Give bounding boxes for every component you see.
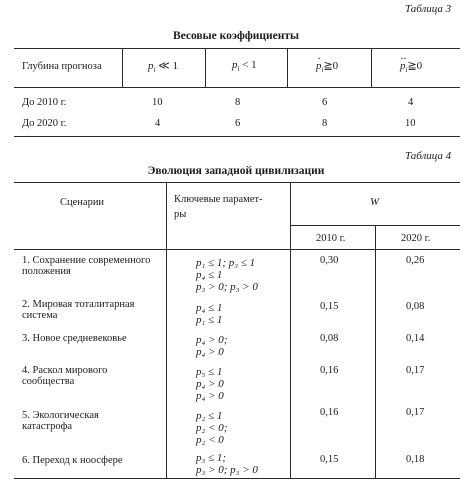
table3-row2-v1: 4 bbox=[155, 118, 161, 129]
table3-title: Весовые коэффициенты bbox=[172, 30, 300, 42]
table3-row1-v4: 4 bbox=[408, 97, 414, 108]
table4-row4-w2020: 0,17 bbox=[406, 365, 425, 376]
table3-top-rule bbox=[14, 48, 460, 49]
table4-row5-w2020: 0,17 bbox=[406, 407, 425, 418]
table4-header-rule bbox=[14, 249, 460, 250]
table3-divider bbox=[371, 48, 372, 87]
table4-header-w: W bbox=[370, 196, 380, 208]
table4-row5-w2010: 0,16 bbox=[320, 407, 339, 418]
table4-row1-w2010: 0,30 bbox=[320, 255, 339, 266]
table4-divider bbox=[290, 182, 291, 478]
table3-divider bbox=[122, 48, 123, 87]
table4-header-2010: 2010 г. bbox=[316, 233, 346, 244]
table4-title: Эволюция западной цивилизации bbox=[147, 165, 325, 177]
table4-row3-w2010: 0,08 bbox=[320, 333, 339, 344]
table4-row4-w2010: 0,16 bbox=[320, 365, 339, 376]
table3-divider bbox=[287, 48, 288, 87]
table4-row5-params: p₂ ≤ 1 p₂ < 0; p₂ < 0 bbox=[196, 410, 228, 446]
table3-header-p1: $p_i$ ≪ 1 bbox=[148, 60, 178, 75]
table3-row2-v2: 6 bbox=[235, 118, 241, 129]
table4-row1-scenario: 1. Сохранение современного положения bbox=[22, 255, 151, 277]
table3-row2-v3: 8 bbox=[322, 118, 328, 129]
table4-row6-params: p₃ ≤ 1; p₃ > 0; p₃ > 0 bbox=[196, 452, 258, 476]
table4-bottom-rule bbox=[14, 478, 460, 479]
table3-row1-v1: 10 bbox=[152, 97, 163, 108]
table3-row1-v2: 8 bbox=[235, 97, 241, 108]
table4-row1-params: p₁ ≤ 1; p₃ ≤ 1 p₄ ≤ 1 p₃ > 0; p₃ > 0 bbox=[196, 257, 258, 293]
table4-row6-scenario: 6. Переход к ноосфере bbox=[22, 455, 123, 466]
table4-top-rule bbox=[14, 182, 460, 183]
table4-header-params-line2: ры bbox=[174, 209, 187, 220]
table3-row1-v3: 6 bbox=[322, 97, 328, 108]
table4-row3-params: p₄ > 0; p₄ > 0 bbox=[196, 334, 228, 358]
table3-header-p4: ·· $p_i≧0$ bbox=[400, 59, 422, 74]
table4-row5-scenario: 5. Экологическая катастрофа bbox=[22, 410, 99, 432]
table3-row1-depth: До 2010 г. bbox=[22, 97, 67, 108]
table4-row4-params: p₅ ≤ 1 p₄ > 0 p₄ > 0 bbox=[196, 366, 224, 402]
table4-row2-w2010: 0,15 bbox=[320, 301, 339, 312]
table4-label: Таблица 4 bbox=[405, 150, 452, 162]
table3-bottom-rule bbox=[14, 136, 460, 137]
table4-header-params-line1: Ключевые парамет- bbox=[174, 194, 263, 205]
table3-row2-v4: 10 bbox=[405, 118, 416, 129]
table4-row4-scenario: 4. Раскол мирового сообщества bbox=[22, 365, 108, 387]
table4-row2-params: p₄ ≤ 1 p₁ ≤ 1 bbox=[196, 302, 223, 326]
table3-header-p3: · $p_i≧0$ bbox=[316, 59, 338, 74]
table3-header-rule bbox=[14, 87, 460, 88]
table4-header-scenarios: Сценарии bbox=[60, 197, 105, 208]
table4-divider bbox=[166, 182, 167, 478]
table3-divider bbox=[205, 48, 206, 87]
table4-divider bbox=[375, 225, 376, 478]
table4-row6-w2020: 0,18 bbox=[406, 454, 425, 465]
table3-row2-depth: До 2020 г. bbox=[22, 118, 67, 129]
table3-label: Таблица 3 bbox=[405, 3, 452, 15]
table3-header-p2: $p_i < 1$ bbox=[232, 59, 257, 74]
table4-row2-scenario: 2. Мировая тоталитарная система bbox=[22, 299, 135, 321]
table4-row3-scenario: 3. Новое средневековье bbox=[22, 333, 127, 344]
table4-row1-w2020: 0,26 bbox=[406, 255, 425, 266]
table4-row6-w2010: 0,15 bbox=[320, 454, 339, 465]
table4-header-2020: 2020 г. bbox=[401, 233, 431, 244]
table4-row2-w2020: 0,08 bbox=[406, 301, 425, 312]
table4-row3-w2020: 0,14 bbox=[406, 333, 425, 344]
table3-header-depth: Глубина прогноза bbox=[22, 61, 102, 72]
